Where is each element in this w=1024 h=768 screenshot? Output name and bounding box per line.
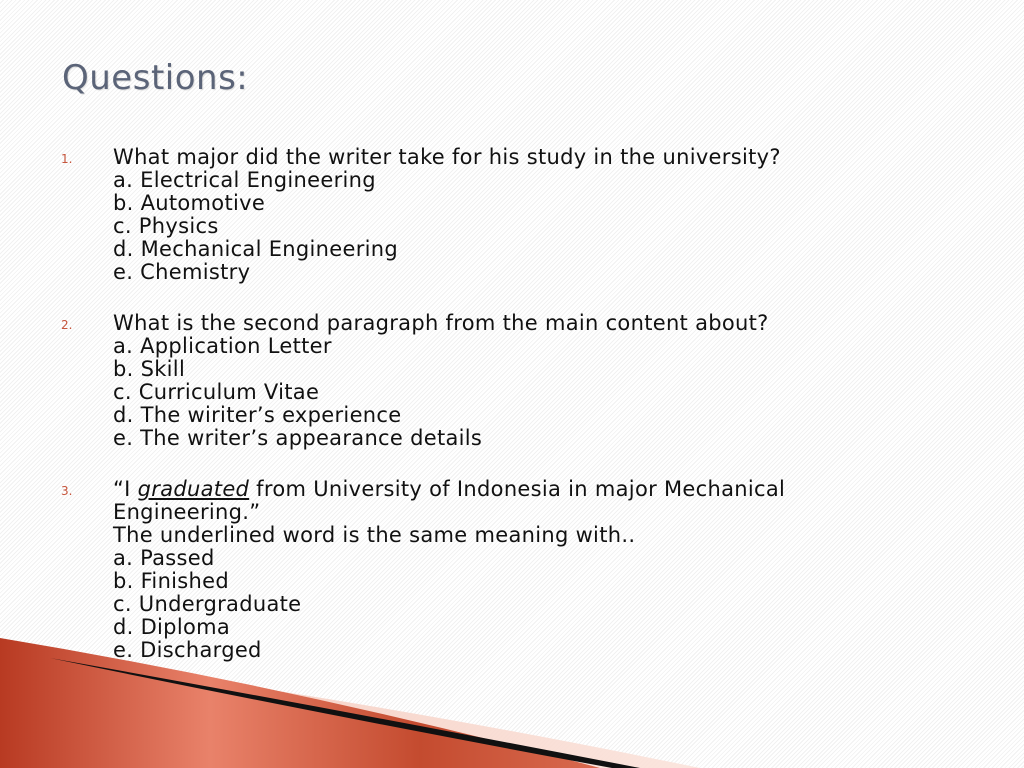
question-list: [0, 146, 1024, 690]
quoted-sentence: [113, 478, 873, 524]
question-body: [113, 146, 873, 284]
answer-option: d. The wiriter’s experience: [113, 403, 402, 427]
question-number: 3.: [61, 484, 73, 498]
question-text: The underlined word is the same meaning with..: [113, 523, 636, 547]
underlined-word: graduated: [137, 477, 250, 501]
question-text: What major did the writer take for his study in the university?: [113, 145, 781, 169]
question-text: What is the second paragraph from the main content about?: [113, 311, 769, 335]
question-body: [113, 312, 873, 450]
corner-decoration: [0, 638, 1024, 768]
answer-option: a. Application Letter: [113, 334, 332, 358]
answer-option: b. Skill: [113, 357, 186, 381]
question-number: 2.: [61, 318, 73, 332]
answer-option: b. Automotive: [113, 191, 266, 215]
answer-option: c. Physics: [113, 214, 219, 238]
answer-option: e. Chemistry: [113, 260, 251, 284]
answer-option: d. Diploma: [113, 615, 231, 639]
answer-option: a. Electrical Engineering: [113, 168, 376, 192]
question-1: [0, 146, 1024, 284]
slide-title: Questions:: [62, 58, 249, 98]
answer-option: d. Mechanical Engineering: [113, 237, 399, 261]
quote-open: “I: [113, 477, 138, 501]
answer-option: b. Finished: [113, 569, 230, 593]
quote-rest: from University of Indonesia in major Mechanical Engineering.”: [113, 477, 786, 524]
answer-option: e. Discharged: [113, 638, 262, 662]
question-number: 1.: [61, 152, 73, 166]
answer-option: c. Curriculum Vitae: [113, 380, 320, 404]
question-3: [0, 478, 1024, 662]
answer-option: e. The writer’s appearance details: [113, 426, 483, 450]
answer-option: c. Undergraduate: [113, 592, 302, 616]
question-body: [113, 478, 873, 662]
question-2: [0, 312, 1024, 450]
answer-option: a. Passed: [113, 546, 215, 570]
